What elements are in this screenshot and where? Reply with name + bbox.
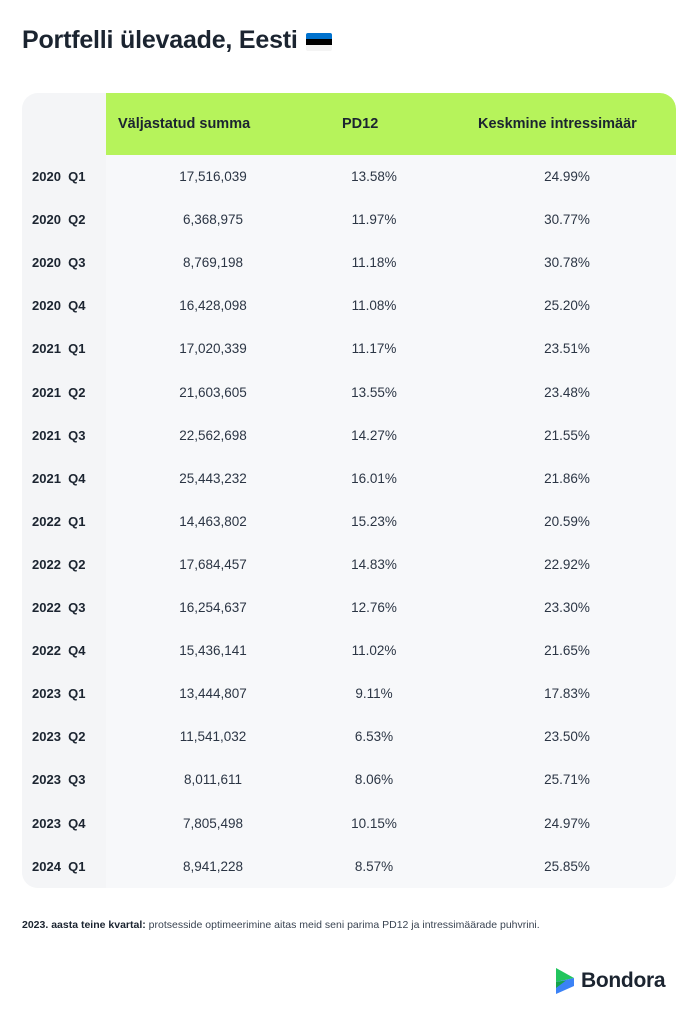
row-year: 2021 bbox=[32, 470, 61, 486]
table-row bbox=[22, 715, 676, 758]
row-quarter: Q4 bbox=[68, 470, 86, 486]
row-label bbox=[32, 155, 86, 198]
cell-rate: 21.55% bbox=[544, 427, 590, 443]
row-label bbox=[32, 457, 86, 500]
cell-amount: 11,541,032 bbox=[179, 729, 247, 745]
cell-rate: 21.86% bbox=[544, 470, 590, 486]
page-title bbox=[22, 26, 332, 55]
table-row bbox=[22, 414, 676, 457]
table-row bbox=[22, 327, 676, 370]
footnote-text: protsesside optimeerimine aitas meid seni parima PD12 ja intressimäärade puhvrini. bbox=[148, 919, 540, 931]
row-quarter: Q4 bbox=[68, 298, 86, 314]
header-amount: Väljastatud summa bbox=[118, 116, 251, 132]
table-row bbox=[22, 198, 676, 241]
row-year: 2022 bbox=[32, 643, 61, 659]
row-quarter: Q2 bbox=[68, 212, 86, 228]
row-label bbox=[32, 284, 86, 327]
row-year: 2020 bbox=[32, 212, 61, 228]
cell-rate: 23.48% bbox=[544, 384, 590, 400]
cell-pd12: 11.02% bbox=[351, 643, 397, 659]
cell-pd12: 14.83% bbox=[351, 556, 397, 572]
row-label bbox=[32, 629, 86, 672]
row-label bbox=[32, 845, 86, 888]
row-label bbox=[32, 543, 86, 586]
cell-rate: 25.85% bbox=[544, 858, 590, 874]
table-row bbox=[22, 241, 676, 284]
table-row bbox=[22, 672, 676, 715]
estonia-flag-icon bbox=[306, 33, 332, 51]
row-label bbox=[32, 500, 86, 543]
cell-pd12: 16.01% bbox=[351, 470, 397, 486]
row-year: 2023 bbox=[32, 772, 61, 788]
row-quarter: Q1 bbox=[68, 341, 86, 357]
row-year: 2022 bbox=[32, 600, 61, 615]
table-row bbox=[22, 629, 676, 672]
row-label bbox=[32, 327, 86, 370]
row-year: 2023 bbox=[32, 729, 61, 745]
row-quarter: Q1 bbox=[68, 513, 86, 529]
row-label bbox=[32, 414, 86, 457]
cell-pd12: 11.17% bbox=[351, 341, 397, 357]
row-year: 2022 bbox=[32, 513, 61, 529]
cell-amount: 6,368,975 bbox=[182, 212, 244, 228]
page-title-text: Portfelli ülevaade, Eesti bbox=[22, 26, 298, 54]
cell-pd12: 8.06% bbox=[354, 772, 394, 788]
cell-pd12: 15.23% bbox=[351, 513, 397, 529]
row-label bbox=[32, 758, 86, 801]
bondora-logo bbox=[554, 966, 665, 996]
row-quarter: Q2 bbox=[68, 556, 86, 572]
cell-rate: 24.97% bbox=[544, 815, 590, 831]
cell-pd12: 13.55% bbox=[351, 384, 397, 400]
row-label bbox=[32, 672, 86, 715]
cell-amount: 16,254,637 bbox=[179, 600, 247, 615]
row-quarter: Q4 bbox=[68, 815, 86, 831]
cell-amount: 15,436,141 bbox=[179, 643, 247, 659]
cell-amount: 13,444,807 bbox=[179, 686, 247, 702]
cell-rate: 30.78% bbox=[544, 255, 590, 271]
row-quarter: Q2 bbox=[68, 384, 86, 400]
cell-rate: 25.71% bbox=[544, 772, 590, 788]
row-quarter: Q3 bbox=[68, 427, 86, 443]
cell-rate: 17.83% bbox=[544, 686, 590, 702]
row-label bbox=[32, 802, 86, 845]
row-year: 2020 bbox=[32, 298, 61, 314]
row-year: 2022 bbox=[32, 556, 61, 572]
cell-amount: 21,603,605 bbox=[179, 384, 247, 400]
header-pd12: PD12 bbox=[342, 116, 379, 132]
table-row bbox=[22, 155, 676, 198]
table-row bbox=[22, 845, 676, 888]
table-row bbox=[22, 758, 676, 801]
cell-rate: 23.51% bbox=[544, 341, 590, 357]
cell-amount: 22,562,698 bbox=[179, 427, 247, 443]
cell-rate: 22.92% bbox=[544, 556, 590, 572]
cell-pd12: 11.08% bbox=[351, 298, 397, 314]
row-label bbox=[32, 586, 86, 629]
table-row bbox=[22, 371, 676, 414]
cell-pd12: 8.57% bbox=[354, 858, 394, 874]
row-quarter: Q3 bbox=[68, 600, 86, 615]
row-year: 2021 bbox=[32, 341, 61, 357]
cell-amount: 17,516,039 bbox=[179, 169, 247, 184]
cell-pd12: 10.15% bbox=[351, 815, 397, 831]
cell-pd12: 14.27% bbox=[351, 427, 397, 443]
cell-pd12: 11.97% bbox=[351, 212, 397, 228]
cell-rate: 23.30% bbox=[544, 600, 590, 615]
row-label bbox=[32, 198, 86, 241]
cell-rate: 21.65% bbox=[544, 643, 590, 659]
row-label bbox=[32, 715, 86, 758]
cell-amount: 7,805,498 bbox=[182, 815, 244, 831]
row-label bbox=[32, 371, 86, 414]
cell-rate: 25.20% bbox=[544, 298, 590, 314]
row-year: 2024 bbox=[32, 858, 61, 874]
table-row bbox=[22, 457, 676, 500]
cell-pd12: 13.58% bbox=[351, 169, 397, 184]
table-row bbox=[22, 802, 676, 845]
row-quarter: Q1 bbox=[68, 858, 86, 874]
footnote-bold: 2023. aasta teine kvartal: bbox=[22, 919, 146, 931]
row-year: 2020 bbox=[32, 169, 61, 184]
cell-rate: 30.77% bbox=[544, 212, 590, 228]
table-row bbox=[22, 586, 676, 629]
table-row bbox=[22, 284, 676, 327]
table-row bbox=[22, 500, 676, 543]
cell-amount: 16,428,098 bbox=[179, 298, 247, 314]
bondora-logo-text: Bondora bbox=[581, 969, 666, 992]
cell-rate: 24.99% bbox=[544, 169, 590, 184]
row-year: 2020 bbox=[32, 255, 61, 271]
row-quarter: Q3 bbox=[68, 255, 86, 271]
cell-pd12: 9.11% bbox=[355, 686, 393, 702]
cell-pd12: 11.18% bbox=[351, 255, 397, 271]
cell-amount: 8,769,198 bbox=[182, 255, 244, 271]
row-quarter: Q1 bbox=[68, 686, 86, 702]
cell-pd12: 6.53% bbox=[354, 729, 394, 745]
row-quarter: Q4 bbox=[68, 643, 86, 659]
cell-amount: 8,011,611 bbox=[183, 772, 243, 788]
row-quarter: Q2 bbox=[68, 729, 86, 745]
footnote bbox=[22, 919, 540, 931]
row-year: 2021 bbox=[32, 384, 61, 400]
table-row bbox=[22, 543, 676, 586]
portfolio-table bbox=[22, 93, 676, 888]
cell-amount: 17,684,457 bbox=[179, 556, 247, 572]
row-label bbox=[32, 241, 86, 284]
cell-rate: 23.50% bbox=[544, 729, 590, 745]
row-year: 2023 bbox=[32, 815, 61, 831]
cell-amount: 8,941,228 bbox=[182, 858, 244, 874]
row-quarter: Q1 bbox=[68, 169, 86, 184]
bondora-logo-icon bbox=[554, 966, 576, 996]
table-header bbox=[106, 93, 676, 155]
row-year: 2021 bbox=[32, 427, 61, 443]
cell-amount: 17,020,339 bbox=[179, 341, 247, 357]
row-year: 2023 bbox=[32, 686, 61, 702]
header-rate: Keskmine intressimäär bbox=[478, 116, 637, 132]
cell-pd12: 12.76% bbox=[351, 600, 397, 615]
cell-rate: 20.59% bbox=[544, 513, 590, 529]
row-quarter: Q3 bbox=[68, 772, 86, 788]
cell-amount: 14,463,802 bbox=[179, 513, 247, 529]
cell-amount: 25,443,232 bbox=[179, 470, 247, 486]
